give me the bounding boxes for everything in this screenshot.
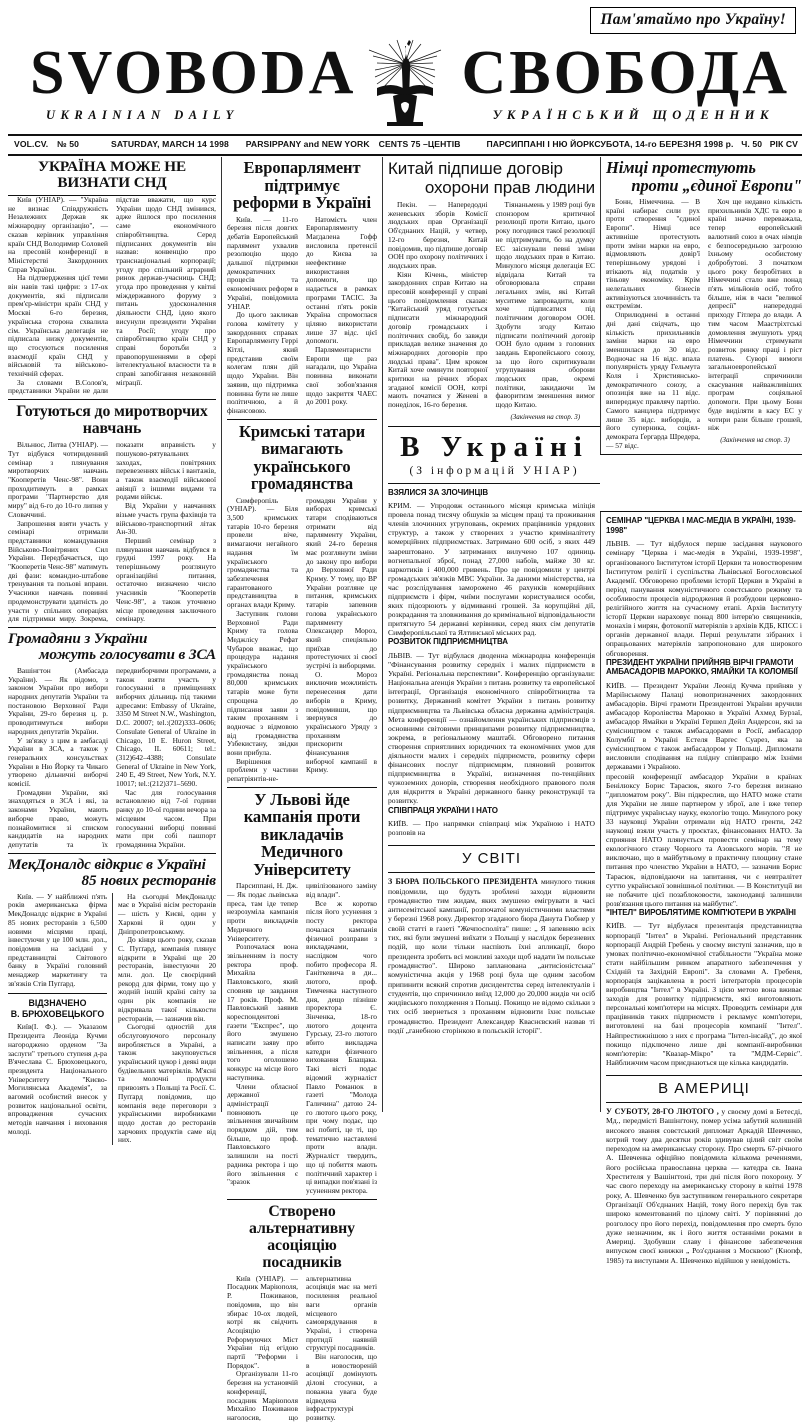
headline-line-1: Кримські татари вимагають bbox=[238, 421, 366, 459]
folio-issue-uk: Ч. 50 bbox=[741, 139, 763, 149]
paragraph: Тіянаньмень у 1989 році був спонзором критичної резолюції проти Китаю, цього року погодився такої резолюції не підтримувати, бо на думку ЕС заіснували певні зміни щодо людських прав в Китаю. Минулого місяця делегація ЕС відвідала Китай та обговорювала справи легальних змін, які Китай муситиме запровадити, коли хоче підписатися під політичним договором ООН. Здобути згоду Китаю підписати політичний договір ООН було одним з головних завдань Европейського союзу, за що його скритикували угрупування оборони людських прав, окремі політики, закидаючи їм фаворитизм зменшення вимог щодо Китаю. bbox=[495, 200, 595, 410]
pane-left bbox=[8, 893, 112, 1145]
news-brief-church-mass-media bbox=[606, 516, 802, 657]
headline-line-2: можуть голосувати в ЗСА bbox=[39, 645, 216, 663]
headline bbox=[227, 423, 377, 493]
brief-kicker: ПРЕЗИДЕНТ УКРАЇНИ ПРИЙНЯВ ВІРЧІ ГРАМОТИ АМБАСАДОРІВ МАРОККО, ЯМАЙКИ ТА КОЛОМБІЇ bbox=[606, 657, 798, 677]
paragraph: Сьогодні одностій для обслуговуючого персоналу виробляється в Україні, а також закуповується український цукор і деякі види будівельних матеріялів. М'ясні та молочні продукти привозять з Польщі та Росії. С. Пуґґард повідомив, що компанія веде переговори з українськими виробниками щодо достав до ресторанів харчових продуктів саме від них. bbox=[118, 1022, 216, 1145]
article-body-cont bbox=[118, 893, 216, 1145]
folio-date-en: SATURDAY, MARCH 14 1998 bbox=[111, 139, 229, 149]
v-ukraini-panel-right bbox=[600, 454, 802, 512]
v-ukraini-title: В Україні bbox=[400, 430, 589, 463]
headline: УКРАЇНА МОЖЕ НЕ ВИЗНАТИ СНД bbox=[37, 158, 187, 191]
brief-body bbox=[388, 819, 595, 837]
sub-headline-line-2: В. БРЮХОВЕЦЬКОГО bbox=[10, 1008, 105, 1019]
brief-lead: З БЮРА ПОЛЬСЬКОГО ПРЕЗИДЕНТА bbox=[388, 877, 538, 887]
article-voting-in-usa bbox=[8, 631, 216, 850]
headline-line-1: МекДоналдс відкриє в Україні bbox=[8, 855, 206, 873]
news-brief-nato-continuation bbox=[606, 772, 802, 908]
paragraph: О. Мороз виключив можливість перенесення дати виборів в Криму, повідомивши, що звернувся до українського Уряду з проханням прискорити фінансування виборчої кампанії в Криму. bbox=[306, 669, 377, 775]
article-body bbox=[227, 216, 377, 416]
brief-kicker: "ІНТЕЛ" ВИРОБЛЯТИМЕ КОМП'ЮТЕРИ В УКРАЇНІ bbox=[606, 907, 796, 917]
brief-body bbox=[606, 681, 802, 772]
paragraph: Громадяни України, які знаходяться в ЗСА і які, за законами України, мають виборче право, можуть познайомитися зі списком кандидатів на народних депутатів та їх передвиборчими програмами, а також взяти участь у голосуванні в приміщеннях виборчих дільниць під такими адресами: Embassy of Ukraine, 3350 M Street N.W., Washington, D.C. 20007; tel.:(202)333–0606; Consulate General of Ukraine in Chicago, 10 E. Huron Street, Chicago, IL 60611; tel.: (312)642–4388; Consulate General of Ukraine in New York, 240 E, 49 Street, New York, N.Y. 10017; tel.:(212)371–5690. bbox=[8, 665, 216, 849]
article-mcdonalds-ukraine bbox=[8, 857, 216, 1145]
column-3 bbox=[382, 157, 600, 1112]
article-crimean-tatars-citizenship bbox=[227, 423, 377, 784]
paragraph: КИЇВ. — Президент України Леонід Кучма прийняв у Маріїнському Палаці новопризначених закордонних амбасадорів. Вірчі грамоти Президентові України вручили амбасадор Королівства Марокко в Україні Ахмед Бурзаї, амбасадор Ямайки в Україні Гершел Дейл Андерсон, які за сумісництвом є також амбасадорами в Росії, амбасадор Колумбії в Україні Естеля Варґес Суарез, яка за сумісництвом є також амбасадором у Польщі. Дипломати висловили сподівання на плідну співпрацю між їхніми державами і Україною. bbox=[606, 680, 802, 772]
masthead-subtitle-ukrainian: УКРАЇНСЬКИЙ ЩОДЕННИК bbox=[492, 108, 774, 122]
headline bbox=[606, 159, 802, 194]
article-europarliament-reforms bbox=[227, 159, 377, 416]
headline-line-2: викладачів Медичного Університету bbox=[253, 824, 351, 879]
article-germans-protest-euro bbox=[606, 159, 802, 450]
article-divider bbox=[8, 853, 216, 854]
paragraph: Київ. — У найближчі п'ять років американська фірма МекДоналдс відкриє в Україні 85 нових ресторанів з 6,500 новими місцями праці, інвестуючи у це 100 млн. дол., повідомив на засідані у представництві Світового банку в Україні головний менаджер маркетингу та зв'язків Стів Пуґґард. bbox=[8, 891, 107, 988]
masthead-title-cyrillic: СВОБОДА bbox=[461, 39, 790, 107]
folio-cities-uk: ПАРСИППАНІ І НЮ ЙОРК bbox=[486, 139, 595, 149]
article-two-pane bbox=[8, 893, 216, 1145]
news-brief-nato-cooperation bbox=[388, 806, 595, 838]
paragraph: ЛЬВІВ. — Тут відбулася дводенна міжнародна конференція "Фінансування розвитку середніх і малих підприємств в Україні. Реґіональна перспективи". Конференцію організували: Національна аґенція України з питань розвитку та европейської інтеґрації, Організація економічного співробітництва та розвитку, Державний комітет України з питань розвитку підприємництва та Львівська обласна державна адміністрація. Мета конференції — ознайомлення українських підприємців з основними світовими принципами розвитку підприємництва, зокрема, в реґіональному маштабі. Обговорено питання створення сприятливих юридичних та економічних умов для діяльности малих і середніх підприємств, розвитку сфери фінансових послуг підприємцям, пляновий розвиток підприємництва в Україні, визначення по-тенційних чужоземних донорів, створення необхідного правового поля для відкриття в Україні державного банку реконструкції та розвитку. bbox=[388, 650, 595, 806]
article-body bbox=[227, 1275, 377, 1423]
paragraph: Заступник голови Верховної Ради Криму та голова Меджлісу Рефат Чубаров вважає, що процедура надання українського громадянства понад 80,000 кримських татарів може бути спрощена до підписання заяви з таким проханням і водночас з відмовою від громадянства Узбекистану, звідки вони прибула. bbox=[227, 608, 298, 758]
headline-line-2: охорони прав людини bbox=[424, 178, 595, 197]
brief-kicker: ВЗЯЛИСЯ ЗА ЗЛОЧИНЦІВ bbox=[388, 487, 489, 497]
folio-rule bbox=[8, 154, 802, 156]
masthead-title-latin: SVOBODA bbox=[30, 39, 357, 107]
column-1 bbox=[8, 157, 221, 1145]
section-heading-world: У СВІТІ bbox=[388, 846, 595, 873]
headline-line-2: 85 нових ресторанів bbox=[81, 871, 216, 889]
headline-line-2: реформи в Україні bbox=[233, 193, 371, 212]
headline-line-2: проти „єдиної Европи" bbox=[631, 175, 802, 195]
world-brief-body bbox=[388, 877, 595, 1035]
statue-of-liberty-emblem bbox=[349, 36, 461, 128]
paragraph: ЛЬВІВ. — Тут відбулося перше засідання наукового семінару "Церква і мас-медія в Україні, 1939-1998", організованого Інститутом історії Церкви та новоствореним Інститутом релігії і суспільства Львівської Богословської Академії. Обговорено проблеми історії Церкви в Україні в період панування комуністичного совєтського режиму та особливости процесів відродження й розбудови церковно-релігійного життя на сучасному етапі. Архів Інституту історії Церкви нараховує понад 800 інтерв'ю священиків, монахів і мирян, фотокопії матеріялів з архівів КДБ, КПСС і органів державної влади. Перші результати зібраних і опрацьованих матеріялів запропоновано для широкого обговорення. bbox=[606, 539, 803, 658]
continuation-note: (Закінчення на стор. 3) bbox=[720, 435, 790, 444]
paragraph: Він наголосив, що в новоствореній асоціяції домінують ділові стосунки, а поважна увага буде відведена інфраструктурі розвитку. bbox=[306, 1352, 377, 1422]
article-body bbox=[8, 196, 216, 396]
paragraph: Оприлюднені в останні дні дані свідчать, що кількість прихильників заміни марки на евро зменшилася до 30 відс. Водночас на 16 відс. впала популярність уряду Гельмута Коля і Християнсько-демократичного союзу, а опозиція вже на 11 відс. випереджує правлячу партію. Самого канцлера підтримує лише 35 відс. виборців, а його суперника, соціял-демократа Ґергарда Шредера, — 57 відс. bbox=[606, 310, 700, 450]
news-brief-intel-ukraine bbox=[606, 908, 802, 1067]
headline-line-1: Громадяни з України bbox=[8, 629, 148, 647]
brief-body bbox=[606, 539, 802, 657]
article-peacekeeping-exercises bbox=[8, 403, 216, 624]
paragraph: Київ (УНІАР). — Посадник Маріюполя, Р. Поживанов, повідомив, що він збирає 10-ох людей, котрі як свідчить Асоціяцію Реформуючих Міст України під егідою партії "Реформи і Порядок". bbox=[227, 1273, 298, 1370]
paragraph: Вільнюс, Литва (УНІАР). — Тут відбувся чотириденний семінар з плянування миротворчих навчань "Кооперетів Ченс-98". Вони проходитимуть в рамках програми "Партнерство для миру" від 6-го до 10-го липня у Словаччині. bbox=[8, 440, 108, 519]
headline: Готуються до миротворчих навчань bbox=[16, 403, 208, 438]
article-body bbox=[227, 497, 377, 784]
article-divider bbox=[227, 1199, 377, 1200]
america-brief-body bbox=[606, 1107, 802, 1265]
paragraph: КИЇВ. — Тут відбулася презентація представництва корпорації "Інтел" в Україні. Реґіональний представник корпорації Андрій Гребень у своєму виступі зазначив, що в умовах політично-економічної стабільности "Україна може стати найбільшим ринком апаратного забезпечення у Східній та Західній Европі". За словами А. Гребеня, корпорація зацікавлена в рості інтеґраторів процесорів виробництва "Інтел" в Україні. З цією метою вона вживає заходів для розвитку підприємств, які виготовляють персональні комп'ютери на місцях. Проводить семінари для працівників таких підприємств і рекламує комп'ютери, виготовлені на базі процесорів компанії "Інтел". Найпрестижнішою з них є програма "Інтел-інсайд", до якої покищо підключено лише дві компанії-виробники комп'ютерів: "Квазар-Мікро" та "МДМ-Сервіс". Найближчим часом приєднаються ще кілька кандидатів. bbox=[606, 921, 802, 1067]
paragraph: Пекін. — Напередодні женевських зборів Комісії людських прав Організації Об'єднаних Націй, у четвер, 12-го березня, Китай повідомив, що підпише договір ООН про охорону політичних і людських прав. bbox=[388, 200, 488, 270]
headline-line-1: У Львові йде кампанія проти bbox=[243, 789, 361, 827]
paragraph: КРИМ. — Упродовж останнього місяця кримська міліція провела понад тисячу обшуків за місцем праці та проживання членів злочинних угруповань, окремих працівників урядових структур, а також у створених з участю криміналітету комерційних підприємствах. Затримано 600 осіб, з яких 449 заарештовано. У затриманих вилучено 107 одиниць вогнепальної зброї, понад 27,000 набоїв, майже 30 кг. наркотиків і 400,000 гривень. Про це повідомили у центрі громадських зв'язків МВС України. За даними міністерства, на час розслідування заморожено 46 рахунків комерційних підприємств і фірм, чиїми послугами користувалися особи, яких підозрюють у відмиванні грошей. За корупційні дії, розкрадання та зловживання до кримінальної відповідальности притягнуто 54 державні керівники, серед яких сім депутатів Симферопільської та Ялтинської міських рад. bbox=[388, 501, 595, 638]
headline bbox=[388, 159, 595, 197]
article-alternative-mayors-association bbox=[227, 1203, 377, 1423]
article-body bbox=[606, 198, 802, 450]
folio-year-uk: РІК CV bbox=[769, 139, 798, 149]
paragraph: пресовій конференції амбасадор України в країнах Бенілюксу Борис Тарасюк, якого 7-го березня визнано "дипломатом року". Він підкреслив, що НАТО може стати для України не лише партнером у зброї, але і вже тепер підтримує українську науку, екологію тощо. Минулого року 33 науковці України отримали від НАТО ґренти, 242 науковці взяли участь у проєктах, фінансованих НАТО. За сприяння НАТО плянується провести семінар на тему екологічного стану Чорного та Азовського морів. "Я не виключаю, що в майбутньому в практичну площину стане питання про членство України в НАТО, — зазначив Борис Тарасюк, відповідаючи на запитання, чи є невтралітет суттю української зовнішньої політики. — В Конституції ви не побачите цієї позаблоковости, законодавці залишили розв'язання цього питання на майбутнє". bbox=[606, 771, 802, 908]
brief-body bbox=[388, 501, 595, 637]
remember-ukraine-slogan: Пам'ятаймо про Україну! bbox=[590, 7, 796, 34]
headline bbox=[8, 631, 216, 663]
paragraph: За словами В.Солов'я, представники України не дали підстав вважати, що курс України щодо СНД змінився, адже йшлося про посилення саме економічного співробітництва. Серед підписаних документів він назвав: конвенцію про транснаціональні корпорації; угоду про спільний аграрний ринок держав-учасниць СНД; угода про проведення у квітні міждержавного форуму з питань удосконалення діяльности СНД, ідею якого висунули президенти України та Росії; угоду про співробітництво країн СНД у справі боротьби з правопорушеннями в сфері інтелектуальної власности та в справі запобігання незаконній міґрації. bbox=[8, 195, 216, 396]
brief-body bbox=[606, 772, 802, 908]
news-brief-entrepreneurship bbox=[388, 637, 595, 805]
article-divider bbox=[227, 787, 377, 788]
paragraph: Парсиппані, Н. Дж. — Як подає львівська преса, там іде тепер незрозуміла кампанія проти викладачів Медичного Університету. bbox=[227, 881, 298, 943]
paragraph: На підтвердження цієї теми він навів такі цифри: з 17-ох документів, які підписали прем'єр-міністри країн СНД у Москві 6-го березня, українська сторона схвалила сім. Українська делегація не підписала низку документів, що стосуються посилення взаємодії країн СНД у військовій та військово-технічній сферах. bbox=[8, 273, 108, 379]
sub-headline-line-1: ВІДЗНАЧЕНО bbox=[28, 998, 87, 1009]
folio-volume: VOL.CV. bbox=[14, 139, 49, 149]
paragraph: Кіян Кічень, міністер закордонних справ Китаю на пресовій конференції у справі цього повідомлення сказав: "Китайський уряд готується підписати міжнародний договір громадських і політичних свобід, бо завжди прикладав велике значення до міжнародних договорів про людські права". Цим кроком Китай хоче оминути повторної критики на річних зборах згаданої комісії ООН, котрі мають початися у Женеві в понеділок, 16-го березня. bbox=[388, 269, 488, 410]
article-body bbox=[227, 882, 377, 1195]
paragraph: До кінця цього року, сказав С. Пуґґард, компанія плянує відкрити в Україні ще 20 ресторанів, інвестуючи 20 млн. дол. Це своєрідний рекорд для фірми, тому що у жодній іншій країні світу за один рік компанія не відкривала такої кількости ресторанів, — зазначив він. bbox=[118, 935, 216, 1023]
masthead bbox=[8, 36, 802, 132]
paragraph: Час для голосування встановлено від 7-ої години ранку до 10-ої години вечора за місцевим часом. При голосуванні виборці повинні мати при собі пашпорт громадянина України. bbox=[116, 787, 216, 849]
paragraph bbox=[606, 1107, 802, 1265]
paragraph: Все ж коротко після його усунення з посту ректора почалася кампанія фізичної розправи з викладачами, наслідком чого побито професора Я. Ганіткевича в ди... лютого, проф. Тимченка наступного дня, дещо пізніше проректора Є. Зінченка, 18-го лютого доцента Гурську, 23-го лютого вбито викладача катедри фізичного виховання Блащака. Такі вісті подає відомий журналіст Павло Романюк в газеті "Молода Галичина" датою 24-го лютого цього року, при чому подає, що всі побиті, це ті, що тематично наставлені проти влади. Журналіст твердить, що ці побиття мають політичний характер і ці випадки пов'язані із усуненням ректора. bbox=[306, 898, 377, 1195]
continuation-note: (Закінчення на стор. 3) bbox=[510, 412, 581, 421]
paragraph: У зв'язку з цим в амбасаді України в ЗСА, а також у генеральних консульствах України в Ню Йорку та Чикаґо утворено дільничні виборчі комісії. bbox=[8, 735, 108, 789]
brief-lead: У СУБОТУ, 28-ГО ЛЮТОГО , bbox=[606, 1106, 719, 1116]
v-ukraini-subtitle-spacer bbox=[600, 493, 802, 505]
brief-kicker: СЕМІНАР "ЦЕРКВА І МАС-МЕДІА В УКРАЇНІ, 1939-1998" bbox=[606, 516, 796, 535]
paragraph: Парляментаристи Европи ще раз нагадали, що Україна повинна виконати свої зобов'язання щодо закриття ЧАЕС до 2001 року. bbox=[306, 345, 377, 407]
brief-kicker: РОЗВИТОК ПІДПРИЄМНИЦТВА bbox=[388, 637, 508, 647]
sub-headline bbox=[8, 998, 107, 1019]
paragraph: На сьогодні МекДоналдс має в Україні вісім ресторанів — шість у Києві, один у Харкові й один у Дніпропетровському. bbox=[118, 891, 216, 936]
article-divider bbox=[8, 627, 216, 628]
headline bbox=[8, 857, 216, 889]
news-brief-crime-crackdown bbox=[388, 488, 595, 638]
sub-article-divider bbox=[8, 993, 107, 994]
headline bbox=[227, 159, 377, 212]
article-body bbox=[8, 441, 216, 624]
column-2 bbox=[221, 157, 382, 1422]
article-body bbox=[8, 893, 107, 989]
headline-line-1: Китай підпише договір bbox=[388, 159, 563, 178]
article-lviv-medical-university bbox=[227, 791, 377, 1196]
paragraph bbox=[388, 877, 595, 1035]
masthead-subtitle-english: UKRAINIAN DAILY bbox=[46, 108, 239, 122]
paragraph: КИЇВ. — Про напрямки співпраці між Україною і НАТО розповів на bbox=[388, 819, 595, 838]
brief-body bbox=[388, 651, 595, 806]
article-body bbox=[388, 201, 595, 422]
brief-body bbox=[606, 921, 802, 1067]
pane-right bbox=[112, 893, 216, 1145]
headline-line-2: українського громадянства bbox=[250, 456, 354, 494]
paragraph: Хоч ще недавно кількість прихильників ХДС та евро в країні значно переважала, тепер европейський валютний союз в очах німців є безпосередньою загрозою їхньому особистому добробутові. З початком цього року безробітних в Німеччині стало вже понад п'ять мільйонів осіб, тобто більше, ніж в часи "великої депресії" напередодні приходу Гітлера до влади. А тим часом Маастріхтські домовлення змушують уряд Німеччини стримувати розвиток ринку праці і ріст платень. Суворі вимоги загальноевропейської інтеґрації спричинили скасування найважливіших програм соціяльної допомоги. При цьому Бонн буде виділяти в касу ЕС у чотири рази більше грошей, ніж bbox=[708, 197, 802, 433]
v-ukraini-title-spacer bbox=[600, 460, 802, 491]
paragraph: Розпочалася вона звільненням із посту ректора проф. Михайла Павловського, який сповняв це завдання 17 років. Проф. М. Павловський заявив кореспондентові газети "Експрес", що його змушено написати заяву про звільнення, а після того оголошено конкурс на місце його наступника. bbox=[227, 942, 298, 1082]
folio-cities-en: PARSIPPANY and NEW YORK bbox=[245, 139, 370, 149]
sub-article-body bbox=[8, 1023, 107, 1136]
paragraph: До цього закликав голова комітету у закордонних справах Европарляменту Геррі Кітлі, який представив своїм колегам плян дій щодо України. Він заявив, що підтримка повинна бути не лише політичною, а й фінансовою. bbox=[227, 310, 298, 415]
paragraph: Бонн, Німеччина. — В країні набирає сили рух проти створення "єдиної Европи". Німці все активніше протестують проти зміни марки на евро, відмовляють довір'ї теперішньому урядові і втікають від податків у тіньову економіку. Крім нелеґальних бізнесів активізуються злочинність та екстремізм. bbox=[606, 197, 700, 311]
headline: Створено альтернативну асоціяцію посадників bbox=[249, 1202, 355, 1271]
folio-price: CENTS 75 –ЦЕНТІВ bbox=[378, 139, 461, 149]
news-brief-ambassadors-credentials bbox=[606, 658, 802, 772]
article-cis-recognition bbox=[8, 159, 216, 396]
brief-text: минулого тижня повідомили, що будуть зроблені заходи відновити громадянство тим жидам, яких змушено емігрувати в часі антисемітської кампанії, розпочатої комуністичними властями у березні 1968 року. Директор згаданого бюра Данута Гюбнер у своїй статті в газеті "Жечпосполіта" пише: „ Я запевняю всіх тих, які були змушені виїхати з Польщі у наслідок березневих подій, що коли тільки наспіють їхні апликації, бюро президента зробить всі можливі заходи щоб надати їм польське громадянство". Широко запланована „антисіоністська" комуністична акція у 1968 році була ще одним засобом припинити всякий спротив дисидентства серед інтелектуалів і студентів, що спричинило виїзд 12,000 до 20,000 жидів чи осіб жидівського походження з Польщі. Покищо не відомо скільки з тих осіб звернеться з проханням відновити їхнє польське громадянство. Президент Александер Кваснєвский назвав ті події „ганебною сторінкою в польській історії". bbox=[388, 877, 595, 1036]
article-body bbox=[8, 667, 216, 850]
paragraph: Київ(І. Ф.). — Указазом Президента Леоніда Кучми нагороджено орденом "За заслуги" третього ступеня д-ра В'ячеслава С. Брюховецького, президента Національного Університету "Києво-Могилянська Академія", за вагомий особистий внесок у розвиток національної освіти, впровадження сучасних методів навчання і виховання молоді. bbox=[8, 1022, 107, 1136]
headline-line-1: Німці протестують bbox=[606, 158, 756, 177]
article-china-human-rights bbox=[388, 159, 595, 422]
folio-line bbox=[8, 136, 802, 152]
headline bbox=[227, 791, 377, 879]
brief-text: у своєму домі в Бетесді, Мд., передмісті Вашінґтону, помер усіма забутий колишній високого звання совєтський дипломат Аркадій Шевченко, котрий тому два десятки років здивував цілий світ своїм переходом на американську сторону. Про смерть 67-річного А. Шевченка офіційно повідомила кількома реченнями, його російська православна церква — катедра св. Івана Хрестителя у Вашінґтоні, три дні після його похорону. У час свого переходу на американську сторону в квітні 1978 року, А. Шевченко був заступником генерального секретаря Організації Об'єднаних Націй, тому його перехід був так широко коментований по цілому світі. У порівнянні до розголосу про його перехід, повідомлення про смерть було дуже незначним, як і його життя останніми роками в Америці. Здобувши славу і фінансове забезпечення випуском своєї книжки „ Роз'єднання з Москвою" (Кнопф, 1985) та виступами А. Шевченко відійшов у невідомість. bbox=[606, 1106, 802, 1265]
brief-kicker: СПІВПРАЦЯ УКРАЇНИ І НАТО bbox=[388, 805, 498, 815]
paragraph: Від України у навчаннях візьме участь група фахівців та військово-транспортний літак Ан-30. bbox=[116, 501, 216, 537]
v-ukraini-panel-left bbox=[388, 426, 601, 484]
section-heading-america: В АМЕРИЦІ bbox=[606, 1076, 802, 1103]
folio-date-uk: СУБОТА, 14-го БЕРЕЗНЯ 1998 р. bbox=[594, 139, 734, 149]
paragraph: Київ. — 11-го березня після довгих дебатів Европейський парлямент ухвалив резолюцію щодо дальшої підтримки демократичних процесів та економічних реформ в Україні, повідомила УНІАР. bbox=[227, 214, 298, 311]
paragraph: Вашінгтон (Амбасада України). — Як відомо, з законом України про вибори народних депутатів України та постановою Верховної Ради України, 29-го березня ц. р. проводитимуться вибори народних депутатів України. bbox=[8, 665, 108, 736]
paragraph: Вирішення проблеми у частини репатріянтів-не-громадян України у виборах кримські татари сподіваються отримати від парляменту України, який 24-го березня має розглянути зміни до закону про вибори до Верховної Ради Криму. У тому, що ВР України розгляне це питання, кримських татарів запевнив голова українського парляменту Олександер Мороз, який спеціяльно приїхав до протестуючих зі своєї зустрічі із виборцями. bbox=[227, 495, 377, 784]
v-ukraini-subtitle: (З інформацій УНІАР) bbox=[409, 464, 580, 477]
content-grid bbox=[8, 157, 803, 1422]
paragraph: Організували 11-го березня на установчій конференції, посадник Маріюполя Михайло Поживанов наголосив, що альтернативна асоціяція має на меті посилення реальної ваги органів місцевого самоврядування в Україні, і створена протидії наявній структурі посадників. bbox=[227, 1273, 377, 1422]
paragraph: Запрошення взяти участь у семінарі отримали представники командування Військово-Повітряних Сил України. Передбачається, що "Кооперетів Ченс-98" матимуть дві фази: командно-штабове тренування та польові вправи. Учасники навчань повинні продемонструвати здатність до участи у спільних операціях для підтримки миру. Зокрема, показати вправність у пошуково-рятувальних заходах, повітряних перевезеннях військ і вантажів, а також взаємодії військової авіяції з іншими видами та родами військ. bbox=[8, 440, 216, 624]
headline-line-1: Европарлямент підтримує bbox=[243, 158, 361, 195]
folio-number: № 50 bbox=[57, 139, 80, 149]
article-divider bbox=[8, 399, 216, 400]
paragraph: Натомість член Европарляменту Маґдалена Гофф висловила претенсії до Києва за неефективне використання допомоги, що надається в рамках програми ТАСІС. За останні п'ять років Україна спромоглася ціляно використати лише 37 відс. цієї допомоги. bbox=[306, 214, 377, 346]
column-4 bbox=[600, 157, 803, 1265]
paragraph: Київ (УНІАР). — "Україна не визнає Співдружність Незалежних Держав як міжнародну організацію", — сказав керівник управління країн СНД Володимир Соловей на пресовій конференції в Міністерстві Закордонних Справ України. bbox=[8, 195, 108, 274]
paragraph: Симферопіль (УНІАР). — Біля 3,500 кримських татарів 10-го березня провели віче, вимагаючи негайного надання їм українського громадянства та забезпечення гарантованого представництва в органах влади Криму. bbox=[227, 495, 298, 610]
slogan-row bbox=[8, 0, 802, 34]
paragraph: Члени обласної державної адміністрації повновють це звільнення звичайним порядком дій, тим більше, що проф. Павловського залишили на пості радника ректора і що його звільнення є "зразок цивілізованого заміну від влади". bbox=[227, 881, 377, 1187]
paragraph: Перший семінар з плянування навчань відбувся в грудні 1997 року. На теперішньому розглянуто організаційні питання, остаточно визначено число учасників "Кооперетів Ченс-98", а також уточнено місце проведення заключного семінару. bbox=[116, 535, 216, 624]
article-divider bbox=[227, 419, 377, 420]
